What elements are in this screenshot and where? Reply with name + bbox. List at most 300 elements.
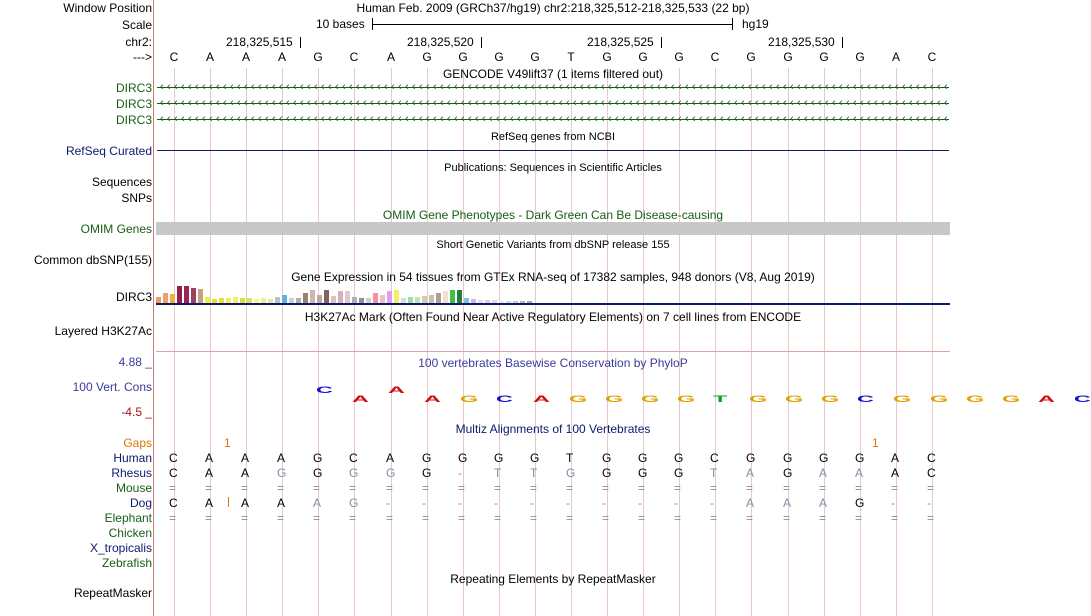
strand-chevron: ‹	[510, 81, 514, 93]
alignment-base: =	[783, 511, 791, 525]
gtex-tissue-bar[interactable]	[282, 295, 287, 303]
strand-chevron: ‹	[209, 97, 213, 109]
strand-chevron: ‹	[440, 97, 444, 109]
species-label[interactable]: Rhesus	[111, 466, 152, 480]
conservation-base: G	[1002, 394, 1021, 404]
gtex-tissue-bar[interactable]	[317, 295, 322, 303]
strand-chevron: ‹	[377, 81, 381, 93]
refseq-curated-label[interactable]: RefSeq Curated	[65, 144, 152, 158]
gtex-tissue-bar[interactable]	[177, 286, 182, 303]
strand-chevron: ‹	[545, 81, 549, 93]
strand-chevron: ‹	[811, 97, 815, 109]
strand-chevron: ‹	[636, 113, 640, 125]
strand-chevron: ‹	[832, 81, 836, 93]
strand-chevron: ‹	[524, 97, 528, 109]
strand-chevron: ‹	[811, 113, 815, 125]
alignment-base: G	[746, 451, 756, 465]
alignment-base: G	[602, 466, 612, 480]
alignment-base: A	[386, 451, 395, 465]
strand-chevron: ‹	[699, 81, 703, 93]
repeatmasker-track-title[interactable]: Repeating Elements by RepeatMasker	[450, 572, 656, 586]
strand-chevron: ‹	[937, 113, 941, 125]
scale-bar	[156, 17, 950, 31]
strand-chevron: ‹	[902, 113, 906, 125]
strand-chevron: ‹	[860, 81, 864, 93]
base-letter: G	[638, 50, 648, 64]
strand-chevron: ‹	[398, 81, 402, 93]
scale-assembly: hg19	[742, 17, 769, 31]
strand-chevron: ‹	[727, 113, 731, 125]
strand-chevron: ‹	[335, 113, 339, 125]
gtex-tissue-bar[interactable]	[429, 295, 434, 303]
species-label[interactable]: Mouse	[115, 481, 152, 495]
strand-chevron: ‹	[321, 97, 325, 109]
strand-chevron: ‹	[188, 113, 192, 125]
strand-chevron: ‹	[902, 81, 906, 93]
alignment-base: =	[602, 511, 610, 525]
species-label[interactable]: Zebrafish	[101, 556, 152, 570]
strand-chevron: ‹	[706, 113, 710, 125]
strand-chevron: ‹	[265, 97, 269, 109]
strand-chevron: ‹	[370, 97, 374, 109]
conservation-base: A	[424, 394, 441, 404]
alignment-base: T	[566, 451, 574, 465]
strand-chevron: ‹	[944, 81, 948, 93]
alignment-base: A	[891, 451, 900, 465]
species-label[interactable]: X_tropicalis	[89, 541, 152, 555]
conservation-base: A	[388, 385, 405, 395]
strand-chevron: ‹	[692, 113, 696, 125]
strand-chevron: ‹	[244, 113, 248, 125]
strand-chevron: ‹	[790, 97, 794, 109]
strand-chevron: ‹	[412, 97, 416, 109]
omim-track-title[interactable]: OMIM Gene Phenotypes - Dark Green Can Be Disease-causing	[382, 208, 724, 222]
strand-chevron: ‹	[279, 81, 283, 93]
alignment-base: =	[169, 481, 177, 495]
strand-chevron: ‹	[363, 113, 367, 125]
strand-chevron: ‹	[818, 81, 822, 93]
alignment-base: A	[205, 466, 214, 480]
strand-chevron: ‹	[293, 97, 297, 109]
alignment-base: G	[313, 451, 323, 465]
gtex-tissue-bar[interactable]	[184, 286, 189, 303]
strand-chevron: ‹	[559, 97, 563, 109]
strand-chevron: ‹	[636, 97, 640, 109]
strand-chevron: ‹	[461, 97, 465, 109]
strand-chevron: ‹	[587, 81, 591, 93]
strand-chevron: ‹	[342, 113, 346, 125]
strand-chevron: ‹	[468, 97, 472, 109]
strand-chevron: ‹	[468, 81, 472, 93]
strand-chevron: ‹	[538, 97, 542, 109]
strand-chevron: ‹	[615, 113, 619, 125]
strand-chevron: ‹	[622, 97, 626, 109]
gtex-tissue-bar[interactable]	[373, 293, 378, 303]
gap-mark-2: 1	[872, 436, 879, 450]
strand-chevron: ‹	[748, 81, 752, 93]
refseq-gene-line[interactable]	[157, 150, 949, 151]
strand-chevron: ‹	[188, 81, 192, 93]
alignment-base: C	[169, 466, 178, 480]
gtex-tissue-bar[interactable]	[457, 290, 462, 303]
strand-chevron: ‹	[762, 81, 766, 93]
alignment-base: A	[241, 466, 250, 480]
strand-chevron: ‹	[629, 97, 633, 109]
alignment-base: C	[710, 451, 719, 465]
strand-chevron: ‹	[300, 113, 304, 125]
strand-chevron: ‹	[706, 97, 710, 109]
strand-chevron: ‹	[454, 113, 458, 125]
strand-chevron: ‹	[286, 81, 290, 93]
conservation-base: C	[1074, 394, 1091, 404]
strand-chevron: ‹	[937, 81, 941, 93]
alignment-base: =	[891, 511, 899, 525]
strand-chevron: ‹	[720, 97, 724, 109]
strand-chevron: ‹	[580, 81, 584, 93]
strand-chevron: ‹	[335, 97, 339, 109]
scale-label: Scale	[121, 18, 152, 32]
strand-chevron: ‹	[356, 97, 360, 109]
alignment-base: -	[674, 496, 678, 510]
strand-chevron: ‹	[321, 113, 325, 125]
strand-chevron: ‹	[916, 97, 920, 109]
strand-chevron: ‹	[629, 113, 633, 125]
alignment-base: =	[746, 511, 754, 525]
strand-chevron: ‹	[265, 81, 269, 93]
strand-chevron: ‹	[328, 97, 332, 109]
strand-chevron: ‹	[650, 97, 654, 109]
alignment-base: =	[674, 481, 682, 495]
base-letter: C	[927, 50, 937, 64]
gtex-gene-label[interactable]: DIRC3	[115, 290, 152, 304]
strand-chevron: ‹	[776, 81, 780, 93]
strand-chevron: ‹	[643, 97, 647, 109]
publications-snps-label[interactable]: SNPs	[121, 191, 152, 205]
scale-value: 10 bases	[316, 17, 365, 31]
strand-chevron: ‹	[818, 113, 822, 125]
strand-chevron: ‹	[335, 81, 339, 93]
strand-chevron: ‹	[342, 97, 346, 109]
strand-chevron: ‹	[629, 81, 633, 93]
strand-chevron: ‹	[356, 113, 360, 125]
strand-chevron: ‹	[608, 81, 612, 93]
gap-mark-1: 1	[224, 436, 231, 450]
strand-chevron: ‹	[321, 81, 325, 93]
strand-chevron: ‹	[167, 97, 171, 109]
strand-chevron: ‹	[503, 97, 507, 109]
alignment-base: =	[602, 481, 610, 495]
multiz-track-title[interactable]: Multiz Alignments of 100 Vertebrates	[455, 422, 651, 436]
strand-chevron: ‹	[433, 113, 437, 125]
gtex-tissue-bar[interactable]	[450, 290, 455, 303]
strand-chevron: ‹	[797, 81, 801, 93]
strand-chevron: ‹	[230, 81, 234, 93]
refseq-track-title[interactable]: RefSeq genes from NCBI	[490, 131, 616, 143]
strand-chevron: ‹	[510, 97, 514, 109]
gtex-tissue-bar[interactable]	[394, 290, 399, 303]
strand-chevron: ‹	[727, 97, 731, 109]
strand-chevron: ‹	[419, 97, 423, 109]
species-label[interactable]: Dog	[129, 496, 152, 510]
strand-chevron: ‹	[790, 81, 794, 93]
gtex-baseline	[156, 303, 950, 305]
gtex-tissue-bar[interactable]	[436, 293, 441, 303]
strand-chevron: ‹	[447, 113, 451, 125]
strand-chevron: ‹	[573, 113, 577, 125]
strand-chevron: ‹	[440, 113, 444, 125]
strand-chevron: ‹	[251, 81, 255, 93]
alignment-base: G	[277, 466, 287, 480]
strand-chevron: ‹	[902, 97, 906, 109]
strand-chevron: ‹	[440, 81, 444, 93]
strand-chevron: ‹	[615, 97, 619, 109]
strand-chevron: ‹	[797, 113, 801, 125]
common-dbsnp-label[interactable]: Common dbSNP(155)	[33, 253, 152, 267]
alignment-base: T	[530, 466, 538, 480]
strand-chevron: ‹	[755, 81, 759, 93]
strand-chevron: ‹	[461, 113, 465, 125]
dbsnp-track-title[interactable]: Short Genetic Variants from dbSNP release 155	[436, 239, 670, 251]
strand-chevron: ‹	[664, 113, 668, 125]
strand-chevron: ‹	[748, 97, 752, 109]
alignment-base: A	[241, 496, 250, 510]
conservation-logo[interactable]	[156, 384, 1091, 408]
strand-chevron: ‹	[615, 81, 619, 93]
strand-chevron: ‹	[181, 97, 185, 109]
strand-chevron: ‹	[769, 113, 773, 125]
alignment-base: -	[710, 496, 714, 510]
strand-chevron: ‹	[272, 113, 276, 125]
strand-chevron: ‹	[426, 113, 430, 125]
strand-chevron: ‹	[384, 81, 388, 93]
strand-chevron: ‹	[804, 97, 808, 109]
strand-chevron: ‹	[230, 113, 234, 125]
alignment-base: =	[205, 481, 213, 495]
strand-chevron: ‹	[874, 97, 878, 109]
strand-chevron: ‹	[832, 113, 836, 125]
strand-chevron: ‹	[916, 113, 920, 125]
strand-chevron: ‹	[237, 113, 241, 125]
base-letter: C	[349, 50, 359, 64]
strand-chevron: ‹	[447, 97, 451, 109]
strand-chevron: ‹	[468, 113, 472, 125]
strand-chevron: ‹	[839, 81, 843, 93]
alignment-base: G	[638, 451, 648, 465]
strand-chevron: ‹	[601, 81, 605, 93]
gtex-tissue-bar[interactable]	[345, 291, 350, 303]
strand-chevron: ‹	[377, 113, 381, 125]
strand-chevron: ‹	[237, 81, 241, 93]
dog-insertion-mark	[228, 497, 229, 507]
alignment-base: =	[638, 481, 646, 495]
gtex-tissue-bar[interactable]	[191, 288, 196, 303]
strand-chevron: ‹	[944, 97, 948, 109]
species-label[interactable]: Elephant	[104, 511, 152, 525]
strand-chevron: ‹	[720, 113, 724, 125]
conservation-label[interactable]: 100 Vert. Cons	[72, 380, 152, 394]
alignment-base: A	[819, 496, 828, 510]
strand-chevron: ‹	[265, 113, 269, 125]
gtex-tissue-bar[interactable]	[422, 296, 427, 303]
conservation-base: A	[352, 394, 369, 404]
strand-chevron: ‹	[811, 81, 815, 93]
strand-chevron: ‹	[692, 81, 696, 93]
conservation-base: G	[460, 394, 479, 404]
strand-chevron: ‹	[433, 81, 437, 93]
alignment-base: A	[277, 451, 286, 465]
alignment-base: -	[891, 496, 895, 510]
gtex-tissue-bar[interactable]	[170, 294, 175, 303]
gtex-tissue-bar[interactable]	[338, 291, 343, 303]
strand-chevron: ‹	[860, 97, 864, 109]
strand-chevron: ‹	[755, 113, 759, 125]
alignment-base: A	[746, 496, 755, 510]
conservation-base: G	[569, 394, 588, 404]
strand-chevron: ‹	[559, 113, 563, 125]
h3k27ac-label[interactable]: Layered H3K27Ac	[54, 324, 152, 338]
strand-chevron: ‹	[286, 97, 290, 109]
gtex-tissue-bar[interactable]	[163, 293, 168, 303]
strand-chevron: ‹	[300, 97, 304, 109]
alignment-base: A	[205, 496, 214, 510]
strand-chevron: ‹	[930, 81, 934, 93]
base-letter: G	[494, 50, 504, 64]
strand-chevron: ‹	[279, 97, 283, 109]
gtex-tissue-bar[interactable]	[198, 289, 203, 303]
strand-chevron: ‹	[566, 97, 570, 109]
coordinate-tick	[481, 37, 482, 48]
alignment-base: =	[530, 481, 538, 495]
gencode-gene-label-1[interactable]: DIRC3	[115, 81, 152, 95]
strand-chevron: ‹	[930, 113, 934, 125]
species-label[interactable]: Chicken	[108, 526, 152, 540]
base-letter: A	[277, 50, 286, 64]
strand-chevron: ‹	[342, 81, 346, 93]
strand-chevron: ‹	[307, 113, 311, 125]
chrom-label: chr2:	[125, 35, 152, 49]
alignment-base: G	[349, 496, 359, 510]
species-label[interactable]: Human	[113, 451, 152, 465]
alignment-base: -	[638, 496, 642, 510]
strand-chevron: ‹	[741, 81, 745, 93]
strand-chevron: ‹	[517, 113, 521, 125]
strand-chevron: ‹	[566, 81, 570, 93]
strand-chevron: ‹	[888, 113, 892, 125]
strand-chevron: ‹	[839, 97, 843, 109]
gtex-tissue-bar[interactable]	[443, 291, 448, 303]
alignment-base: G	[422, 451, 432, 465]
strand-chevron: ‹	[237, 97, 241, 109]
strand-chevron: ‹	[671, 113, 675, 125]
strand-chevron: ‹	[370, 113, 374, 125]
alignment-base: -	[530, 496, 534, 510]
strand-chevron: ‹	[741, 113, 745, 125]
strand-chevron: ‹	[489, 113, 493, 125]
strand-chevron: ‹	[923, 81, 927, 93]
alignment-base: =	[422, 511, 430, 525]
repeatmasker-label[interactable]: RepeatMasker	[73, 586, 152, 600]
strand-chevron: ‹	[657, 113, 661, 125]
alignment-base: =	[927, 511, 935, 525]
gtex-tissue-bar[interactable]	[380, 295, 385, 303]
strand-chevron: ‹	[167, 81, 171, 93]
h3k27ac-track-title[interactable]: H3K27Ac Mark (Often Found Near Active Regulatory Elements) on 7 cell lines from ENCODE	[304, 310, 802, 324]
dna-sequence	[156, 50, 950, 64]
gtex-tissue-bar[interactable]	[303, 293, 308, 303]
strand-chevron: ‹	[867, 97, 871, 109]
gencode-track-title[interactable]: GENCODE V49lift37 (1 items filtered out)	[442, 67, 664, 81]
strand-chevron: ‹	[454, 97, 458, 109]
gtex-expression-bars[interactable]	[156, 284, 950, 303]
strand-chevron: ‹	[804, 81, 808, 93]
strand-chevron: ‹	[286, 113, 290, 125]
strand-chevron: ‹	[405, 113, 409, 125]
omim-genes-label[interactable]: OMIM Genes	[80, 222, 152, 236]
strand-chevron: ‹	[209, 81, 213, 93]
alignment-base: =	[386, 481, 394, 495]
strand-chevron: ‹	[258, 113, 262, 125]
gtex-tissue-bar[interactable]	[310, 290, 315, 303]
base-letter: G	[674, 50, 684, 64]
publications-sequences-label[interactable]: Sequences	[91, 175, 152, 189]
strand-chevron: ‹	[888, 81, 892, 93]
alignment-base: -	[927, 496, 931, 510]
alignment-base: -	[422, 496, 426, 510]
gtex-tissue-bar[interactable]	[387, 291, 392, 303]
strand-chevron: ‹	[734, 97, 738, 109]
gtex-track-title[interactable]: Gene Expression in 54 tissues from GTEx RNA-seq of 17382 samples, 948 donors (V8, Aug 2019)	[291, 270, 815, 284]
gencode-gene-label-2[interactable]: DIRC3	[115, 97, 152, 111]
gencode-gene-label-3[interactable]: DIRC3	[115, 113, 152, 127]
gtex-tissue-bar[interactable]	[331, 296, 336, 303]
strand-chevron: ‹	[405, 81, 409, 93]
alignment-base: =	[566, 511, 574, 525]
strand-chevron: ‹	[594, 113, 598, 125]
label-track-separator	[153, 0, 154, 616]
alignment-base: =	[349, 511, 357, 525]
conservation-base: G	[930, 394, 949, 404]
gtex-tissue-bar[interactable]	[324, 290, 329, 303]
alignment-base: G	[313, 466, 323, 480]
strand-chevron: ‹	[398, 97, 402, 109]
base-letter: G	[530, 50, 540, 64]
strand-chevron: ‹	[909, 97, 913, 109]
base-letter: T	[567, 50, 575, 64]
conservation-base: A	[533, 394, 550, 404]
strand-chevron: ‹	[657, 97, 661, 109]
alignment-base: G	[566, 466, 576, 480]
strand-chevron: ‹	[846, 81, 850, 93]
strand-chevron: ‹	[328, 81, 332, 93]
alignment-base: =	[169, 511, 177, 525]
alignment-base: A	[241, 451, 250, 465]
conservation-track-title[interactable]: 100 vertebrates Basewise Conservation by PhyloP	[418, 356, 688, 370]
strand-chevron: ‹	[853, 81, 857, 93]
omim-gene-block[interactable]	[156, 222, 950, 235]
publications-track-title[interactable]: Publications: Sequences in Scientific Articles	[444, 162, 662, 174]
strand-chevron: ‹	[552, 97, 556, 109]
strand-chevron: ‹	[272, 81, 276, 93]
strand-chevron: ‹	[769, 97, 773, 109]
strand-chevron: ‹	[363, 97, 367, 109]
alignment-base: G	[855, 496, 865, 510]
strand-chevron: ‹	[643, 113, 647, 125]
base-letter: C	[169, 50, 179, 64]
strand-chevron: ‹	[909, 113, 913, 125]
strand-chevron: ‹	[559, 81, 563, 93]
strand-chevron: ‹	[524, 113, 528, 125]
alignment-base: -	[458, 466, 462, 480]
